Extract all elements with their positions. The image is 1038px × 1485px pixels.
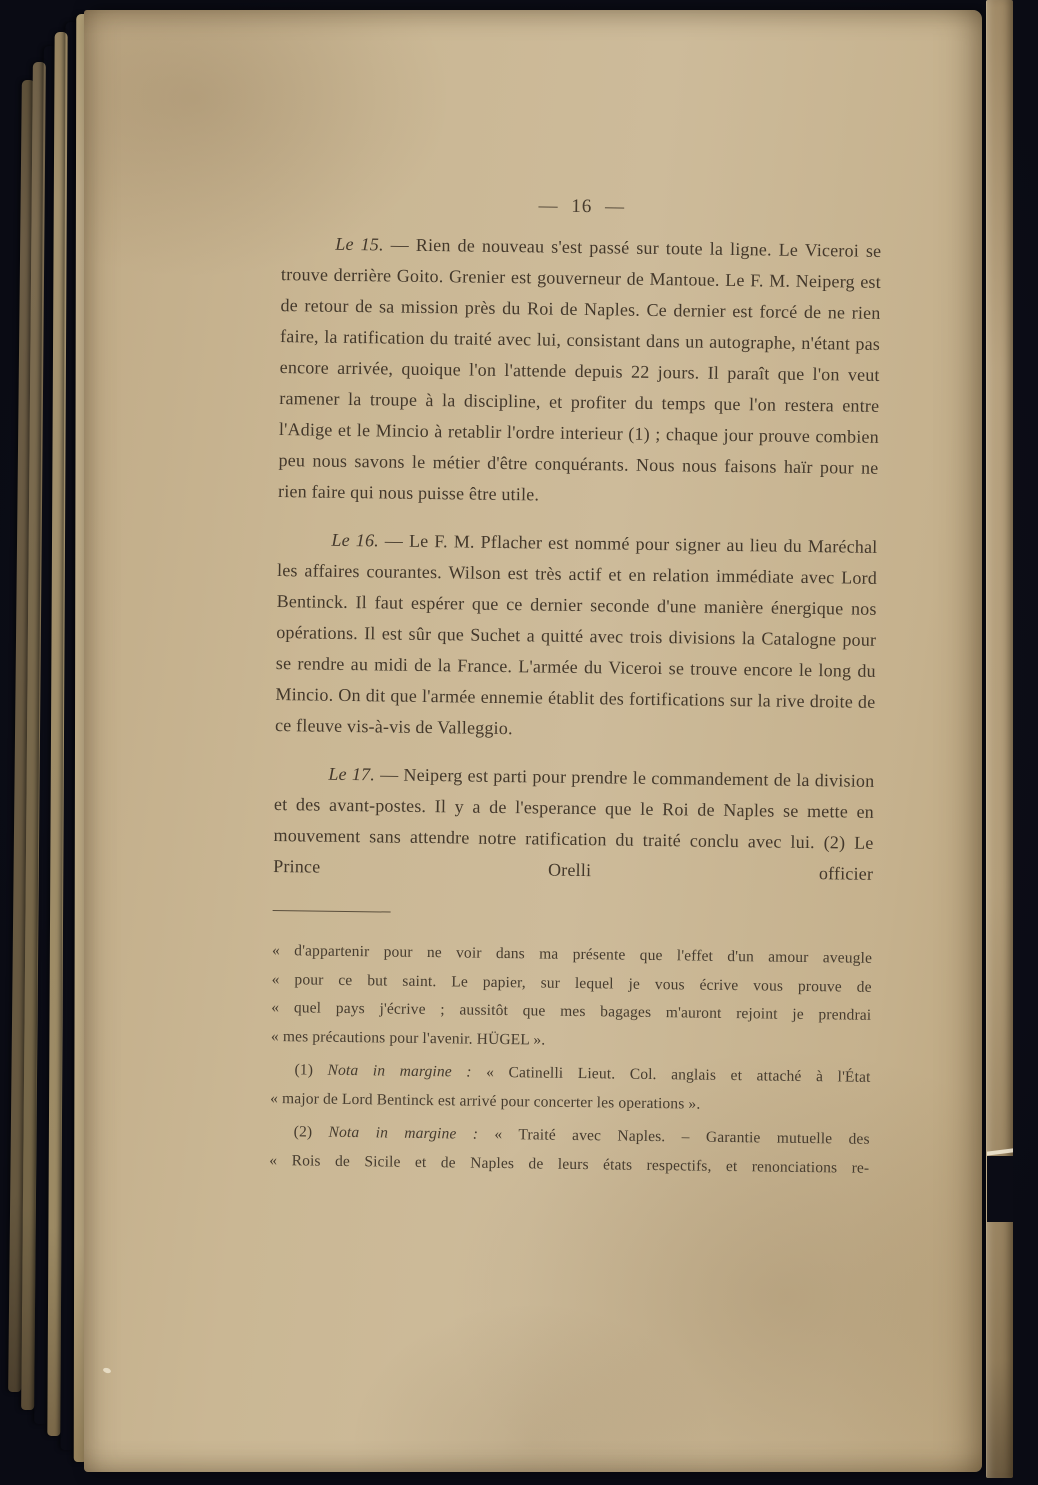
footnote-line: « quel pays j'écrive ; aussitôt que mes bagages m'auront rejoint je prendrai xyxy=(271,999,872,1024)
journal-entry-16 xyxy=(275,524,878,749)
entry-text: — Le F. M. Pflacher est nommé pour signer au lieu du Maréchal les affaires courantes. Wilson est très actif et en relation immédiate avec Lord Bentinck. Il faut espérer que ce dernier seconde d'une manière énergique nos opérations. Il est sûr que Suchet a quitté avec trois divisions la Catalogne pour se rendre au midi de la France. L'armée du Viceroi se trouve encore le long du Mincio. On dit que l'armée ennemie établit des fortifications sur la rive droite de ce fleuve vis-à-vis de Valleggio. xyxy=(274,530,878,739)
footnote-separator xyxy=(273,910,391,913)
journal-entry-15 xyxy=(278,228,882,515)
footnote-line: « mes précautions pour l'avenir. HÜGEL ». xyxy=(270,1027,546,1049)
footnote-marker: (1) xyxy=(294,1061,314,1079)
entry-text: — Rien de nouveau s'est passé sur toute la ligne. Le Viceroi se trouve derrière Goito. Grenier est gouverneur de Mantoue. Le F. M. Neiperg est de retour de sa mission près du Roi de Naples. Ce dernier est forcé de ne rien faire, la ratification du traité avec lui, consistant dans un autographe, n'étant pas encore arrivée, quoique l'on l'attende depuis 22 jours. Il paraît que l'on veut ramener la troupe à la discipline, et profiter du temps que l'on restera entre l'Adige et le Mincio à retablir l'ordre interieur (1) ; chaque jour prouve combien peu nous savons le métier d'être conquérants. Nous nous faisons haïr pour ne rien faire qui nous puisse être utile. xyxy=(277,234,882,505)
footnote-line: « pour ce but saint. Le papier, sur lequel je vous écrive vous prouve de xyxy=(271,970,872,996)
footnote-lead: Nota in margine : xyxy=(327,1061,472,1081)
paper-fleck xyxy=(102,1367,111,1374)
entry-date: Le 17. xyxy=(328,763,376,785)
page-tear-highlight xyxy=(987,1148,1013,1155)
page-number: — 16 — xyxy=(538,195,626,218)
footnote-text: « Traité avec Naples. – Garantie mutuelle des xyxy=(494,1125,870,1148)
page-tear-gap xyxy=(987,1156,1013,1222)
footnote-1 xyxy=(270,1056,871,1121)
entry-text: — Neiperg est parti pour prendre le commandement de la division et des avant-postes. Il y a de l'esperance que le Roi de Naples se mette en mouvement sans attendre notre ratification du traité conclu avec lui. (2) Le Prince Orelli officier xyxy=(273,764,875,884)
footnote-line: « Rois de Sicile et de Naples de leurs états respectifs, et renonciations re- xyxy=(269,1151,870,1177)
footnote-continuation xyxy=(271,937,872,1059)
footnote-line: « major de Lord Bentinck est arrivé pour concerter les operations ». xyxy=(270,1089,701,1113)
footnote-lead: Nota in margine : xyxy=(328,1123,479,1143)
footnote-text: « Catinelli Lieut. Col. anglais et attaché à l'État xyxy=(486,1063,871,1086)
footnote-line: « d'appartenir pour ne voir dans ma présente que l'effet d'un amour aveugle xyxy=(271,942,873,967)
book-page xyxy=(84,10,982,1472)
footnotes xyxy=(269,937,872,1183)
journal-entry-17 xyxy=(273,758,875,890)
footnote-marker: (2) xyxy=(293,1123,313,1141)
page-content xyxy=(269,192,882,1183)
entry-date: Le 15. xyxy=(335,233,384,255)
adjacent-page-edge xyxy=(986,0,1013,1478)
footnote-2 xyxy=(269,1118,870,1183)
entry-date: Le 16. xyxy=(331,529,380,551)
